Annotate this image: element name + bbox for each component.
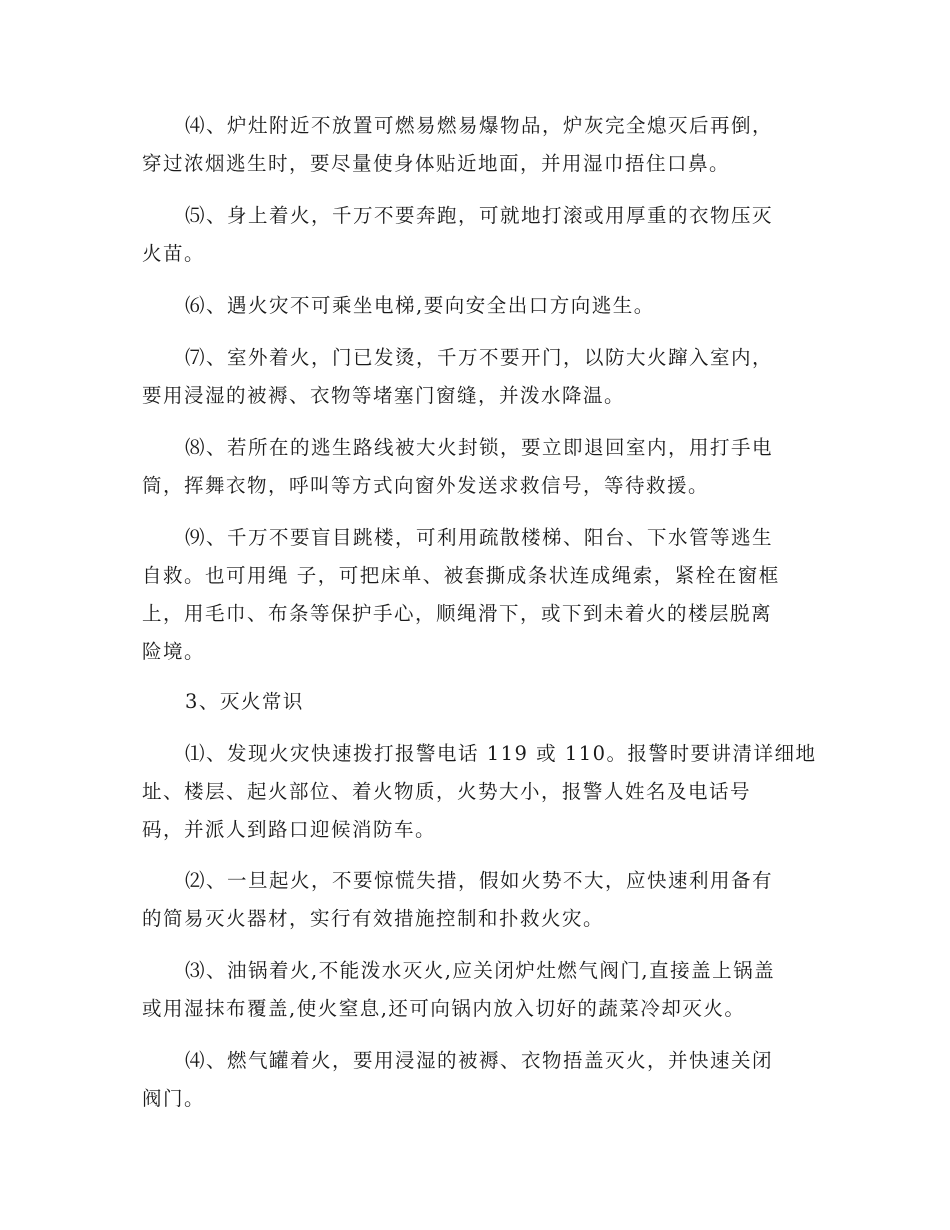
text-line: ⑷、炉灶附近不放置可燃易燃易爆物品，炉灰完全熄灭后再倒， (185, 114, 774, 137)
text-line: 自救。也可用绳 子，可把床单、被套撕成条状连成绳索，紧栓在窗框 (142, 564, 780, 587)
text-line: ⑼、千万不要盲目跳楼，可利用疏散楼梯、阳台、下水管等逃生 (185, 526, 774, 549)
section-heading: 3、灭火常识 (185, 690, 304, 713)
text-line: 或用湿抹布覆盖,使火窒息,还可向锅内放入切好的蔬菜冷却灭火。 (142, 997, 746, 1020)
paragraph-report-fire (142, 735, 817, 849)
paragraph-stove-safety (142, 107, 810, 183)
text-line: 险境。 (142, 640, 206, 663)
text-line: ⑴、发现火灾快速拨打报警电话 119 或 110。报警时要讲清详细地 (185, 742, 817, 765)
text-line: ⑻、若所在的逃生路线被大火封锁，要立即退回室内，用打手电 (185, 436, 774, 459)
text-line: 要用浸湿的被褥、衣物等堵塞门窗缝，并泼水降温。 (142, 384, 626, 407)
text-line: 筒，挥舞衣物，呼叫等方式向窗外发送求救信号，等待救援。 (142, 474, 710, 497)
text-line: ⑷、燃气罐着火，要用浸湿的被褥、衣物捂盖灭火，并快速关闭 (185, 1049, 774, 1072)
paragraph-outside-fire (142, 339, 810, 415)
paragraph-oil-pan-fire (142, 952, 810, 1028)
text-line: ⑹、遇火灾不可乘坐电梯,要向安全出口方向逃生。 (185, 294, 655, 317)
text-line: 穿过浓烟逃生时，要尽量使身体贴近地面，并用湿巾捂住口鼻。 (142, 152, 731, 175)
text-line: 阀门。 (142, 1087, 206, 1110)
text-line: 的简易灭火器材，实行有效措施控制和扑救火灾。 (142, 907, 605, 930)
paragraph-clothes-on-fire (142, 197, 810, 273)
paragraph-stay-calm (142, 862, 810, 938)
text-line: ⑺、室外着火，门已发烫，千万不要开门，以防大火蹿入室内， (185, 346, 774, 369)
paragraph-no-jumping (142, 519, 810, 671)
text-line: 址、楼层、起火部位、着火物质，火势大小，报警人姓名及电话号 (142, 780, 752, 803)
paragraph-no-elevator (142, 287, 810, 325)
paragraph-gas-tank-fire (142, 1042, 810, 1118)
section-heading-fire-extinguishing (142, 683, 810, 721)
text-line: 上，用毛巾、布条等保护手心，顺绳滑下，或下到未着火的楼层脱离 (142, 602, 773, 625)
text-line: 码，并派人到路口迎候消防车。 (142, 818, 437, 841)
text-line: ⑵、一旦起火，不要惊慌失措，假如火势不大，应快速利用备有 (185, 869, 774, 892)
text-line: ⑶、油锅着火,不能泼水灭火,应关闭炉灶燃气阀门,直接盖上锅盖 (185, 959, 776, 982)
text-line: ⑸、身上着火，千万不要奔跑，可就地打滚或用厚重的衣物压灭 (185, 204, 774, 227)
paragraph-escape-blocked (142, 429, 810, 505)
text-line: 火苗。 (142, 242, 206, 265)
